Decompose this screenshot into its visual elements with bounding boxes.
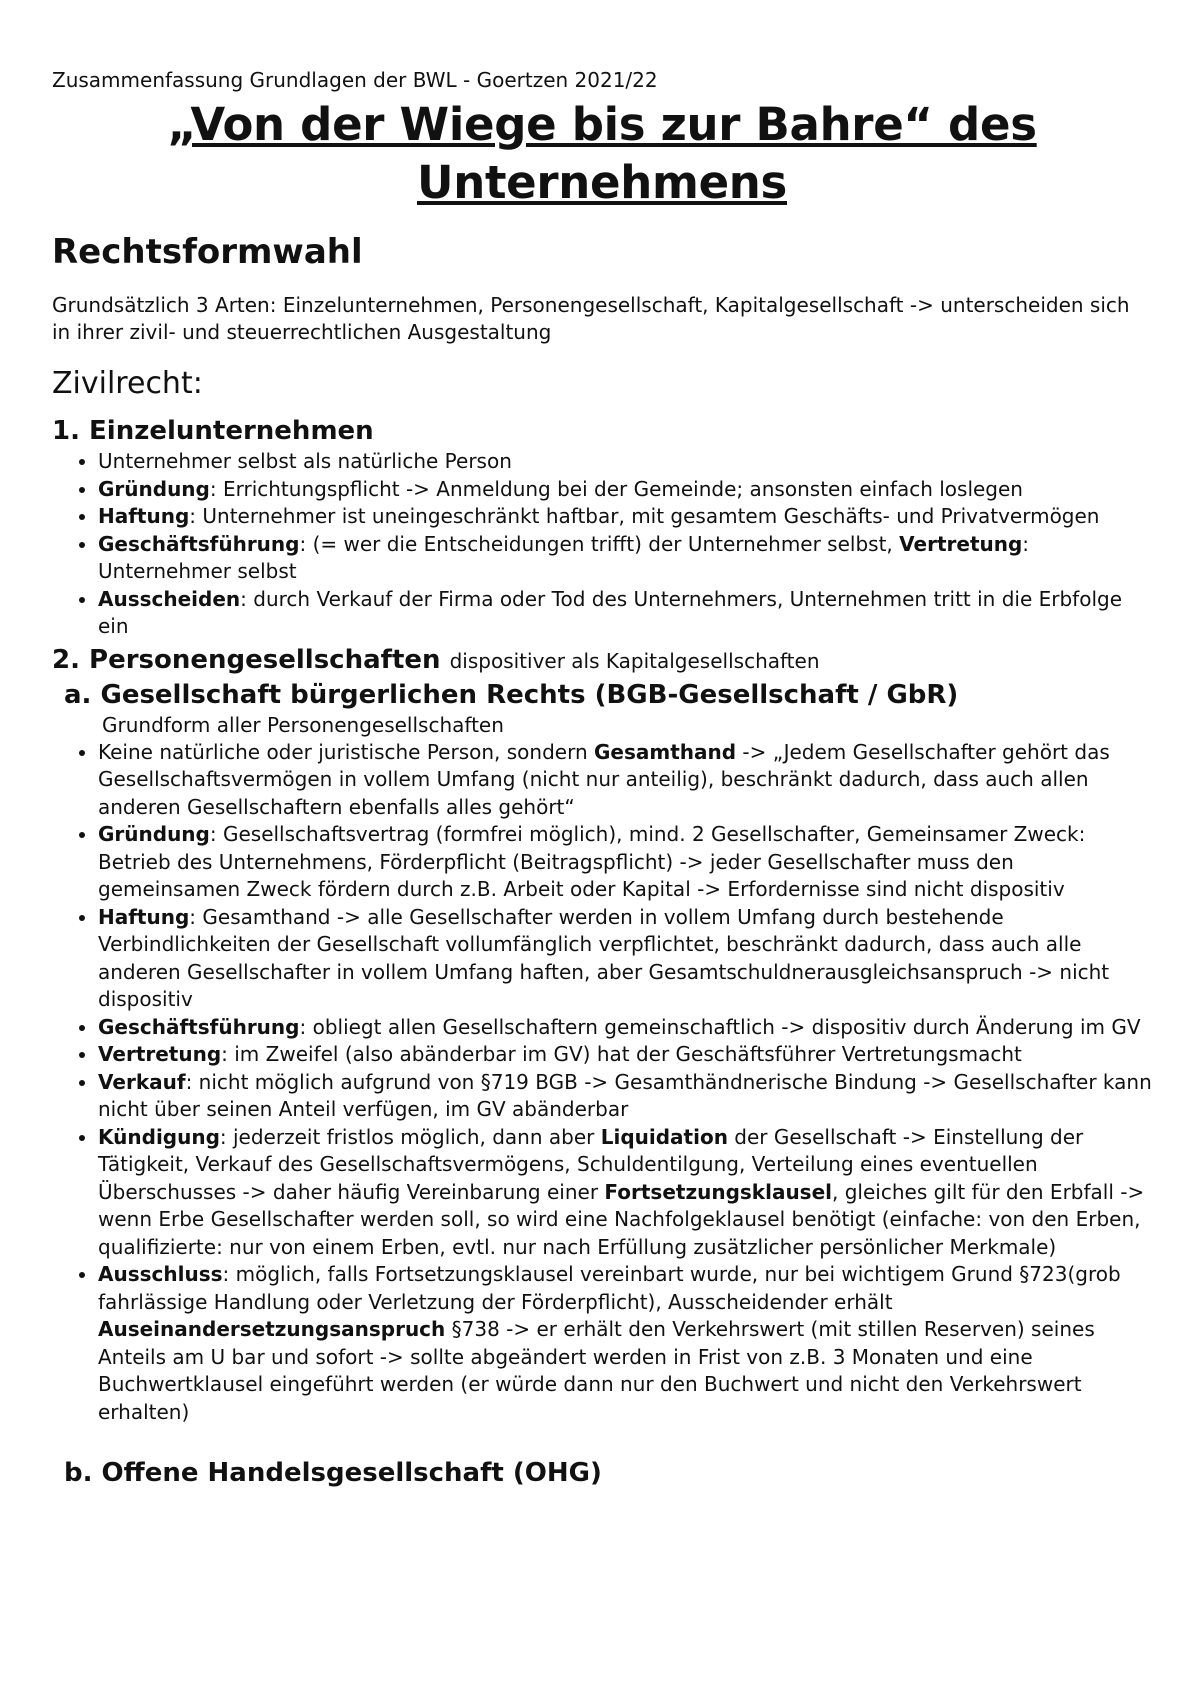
gbr-subtitle: Grundform aller Personengesellschaften [102,712,504,737]
list-item: • Geschäftsführung: (= wer die Entscheidungen trifft) der Unternehmer selbst, Vertretung: Unternehmer selbst [98,531,1152,586]
list-item: • Ausschluss: möglich, falls Fortsetzungsklausel vereinbart wurde, nur bei wichtigem Grund §723(grob fahrlässige Handlung oder Verletzung der Förderpflicht), Ausscheidender erhält Auseinandersetzungsanspruch §738 -> er erhält den Verkehrswert (mit stillen Reserven) seines Anteils am U bar und sofort -> sollte abgeändert werden in Frist von z.B. 3 Monaten und eine Buchwertklausel eingeführt werden (er würde dann nur den Buchwert und nicht den Verkehrswert erhalten) [98,1261,1152,1426]
heading-einzelunternehmen: 1. Einzelunternehmen [52,416,374,446]
section-heading-rechtsformwahl: Rechtsformwahl [52,232,363,272]
list-item: • Gründung: Errichtungspflicht -> Anmeldung bei der Gemeinde; ansonsten einfach loslegen [98,476,1152,504]
intro-paragraph: Grundsätzlich 3 Arten: Einzelunternehmen, Personengesellschaft, Kapitalgesellschaft -> unterscheiden sich in ihrer zivil- und steuerrechtlichen Ausgestaltung [52,293,1130,344]
heading-zivilrecht: Zivilrecht: [52,366,203,401]
list-einzelunternehmen [52,448,1152,641]
term-label: Verkauf [98,1069,186,1094]
term-label: Vertretung [98,1042,222,1066]
term-label: Kündigung [98,1124,220,1149]
heading-note: dispositiver als Kapitalgesellschaften [449,648,820,673]
term-label: Auseinandersetzungsanspruch [98,1317,446,1341]
heading-personengesellschaften: 2. Personengesellschaften dispositiver als Kapitalgesellschaften [52,644,820,675]
term-label: Gründung [98,822,210,846]
term-label: Vertretung [899,531,1023,556]
list-item: • Gründung: Gesellschaftsvertrag (formfrei möglich), mind. 2 Gesellschafter, Gemeinsamer Zweck: Betrieb des Unternehmens, Förderpflicht (Beitragspflicht) -> jeder Gesellschafter muss den gemeinsamen Zweck fördern durch z.B. Arbeit oder Kapital -> Erfordernisse sind nicht dispositiv [98,821,1152,904]
list-item: • Keine natürliche oder juristische Person, sondern Gesamthand -> „Jedem Gesellschafter gehört das Gesellschaftsvermögen in vollem Umfang (nicht nur anteilig), beschränkt dadurch, dass auch allen anderen Gesellschaftern ebenfalls alles gehört“ [98,739,1152,822]
heading-gbr: a. Gesellschaft bürgerlichen Rechts (BGB-Gesellschaft / GbR) [64,679,959,710]
term-label: Liquidation [600,1124,728,1149]
term-label: Ausschluss [98,1262,223,1286]
term-label: Ausscheiden [98,586,241,611]
page-title: „Von der Wiege bis zur Bahre“ des Unternehmens [167,98,1037,209]
heading-ohg: b. Offene Handelsgesellschaft (OHG) [64,1458,602,1488]
term-label: Haftung [98,504,190,528]
list-item: • Geschäftsführung: obliegt allen Gesellschaftern gemeinschaftlich -> dispositiv durch Änderung im GV [98,1014,1152,1042]
list-item: • Unternehmer selbst als natürliche Person [98,448,1152,476]
list-item: • Ausscheiden: durch Verkauf der Firma oder Tod des Unternehmers, Unternehmen tritt in die Erbfolge ein [98,586,1152,641]
term-label: Fortsetzungsklausel [604,1179,833,1204]
spacer [52,1426,1152,1456]
list-item: • Haftung: Gesamthand -> alle Gesellschafter werden in vollem Umfang durch bestehende Verbindlichkeiten der Gesellschaft vollumfänglich verpflichtet, beschränkt dadurch, dass auch alle anderen Gesellschafter in vollem Umfang haften, aber Gesamtschuldnerausgleichsanspruch -> nicht dispositiv [98,904,1152,1014]
list-item: • Kündigung: jederzeit fristlos möglich, dann aber Liquidation der Gesellschaft -> Einstellung der Tätigkeit, Verkauf des Gesellschaftsvermögens, Schuldentilgung, Verteilung eines eventuellen Überschusses -> daher häufig Vereinbarung einer Fortsetzungsklausel, gleiches gilt für den Erbfall -> wenn Erbe Gesellschafter werden soll, so wird eine Nachfolgeklausel benötigt (einfache: von den Erben, qualifizierte: nur von einem Erben, evtl. nur nach Erfüllung zusätzlicher persönlicher Merkmale) [98,1124,1152,1262]
document-header: Zusammenfassung Grundlagen der BWL - Goertzen 2021/22 [52,68,658,92]
term-label: Haftung [98,904,190,929]
document-page [52,66,1152,1490]
term-label: Geschäftsführung [98,1014,300,1039]
list-gbr [52,739,1152,1427]
term-label: Geschäftsführung [98,531,300,556]
list-item: • Vertretung: im Zweifel (also abänderbar im GV) hat der Geschäftsführer Vertretungsmacht [98,1041,1152,1069]
term-label: Gründung [98,476,210,501]
list-item: • Haftung: Unternehmer ist uneingeschränkt haftbar, mit gesamtem Geschäfts- und Privatvermögen [98,503,1152,531]
list-item: • Verkauf: nicht möglich aufgrund von §719 BGB -> Gesamthändnerische Bindung -> Gesellschafter kann nicht über seinen Anteil verfügen, im GV abänderbar [98,1069,1152,1124]
term-label: Gesamthand [594,739,737,764]
